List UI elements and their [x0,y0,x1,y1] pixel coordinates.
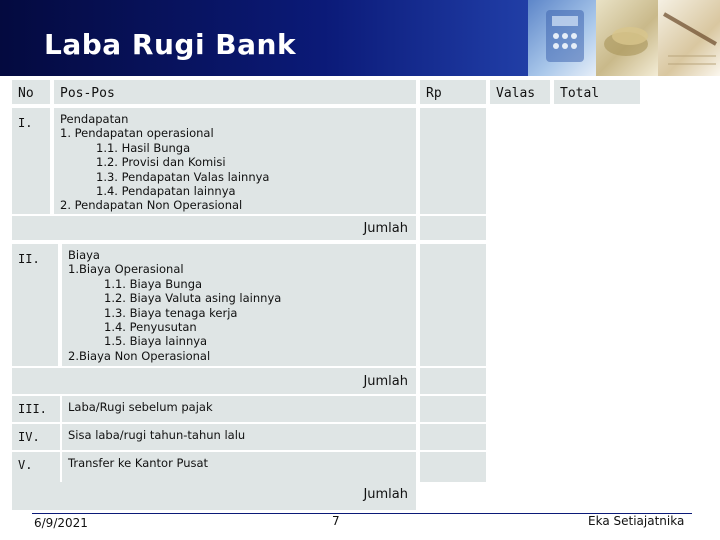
footer-page-number: 7 [332,514,340,528]
footer-date: 6/9/2021 [34,516,88,530]
col-header-rp: Rp [420,80,486,104]
line-item: Pendapatan [60,112,129,126]
rp-cell [420,396,486,422]
col-header-valas: Valas [490,80,550,104]
section-1-items [54,108,416,214]
line-item: Biaya [68,248,100,262]
line-item: 2.Biaya Non Operasional [68,348,211,363]
line-item: 1.3. Pendapatan Valas lainnya [96,169,270,184]
col-header-total: Total [554,80,640,104]
section-1-jumlah: Jumlah [12,216,416,240]
rp-cell [420,108,486,214]
line-item: 2. Pendapatan Non Operasional [60,198,243,213]
line-item: 1. Pendapatan operasional [60,126,214,141]
line-item: 1.5. Biaya lainnya [104,334,208,349]
rp-cell [420,368,486,394]
rp-cell [420,244,486,366]
line-item: 1.4. Pendapatan lainnya [96,184,236,199]
row-4-number: IV. [12,424,60,450]
col-header-pos: Pos-Pos [54,80,416,104]
section-2-number: II. [12,244,58,366]
line-item: 1.1. Biaya Bunga [104,276,203,291]
section-2-jumlah: Jumlah [12,368,416,394]
footer-author: Eka Setiajatnika [588,514,685,528]
section-2-items [62,244,416,366]
line-item: 1.3. Biaya tenaga kerja [104,305,238,320]
line-item: 1.Biaya Operasional [68,262,184,277]
rp-cell [420,216,486,240]
slide-title: Laba Rugi Bank [44,28,297,61]
row-3-label: Laba/Rugi sebelum pajak [62,396,416,422]
line-item: 1.4. Penyusutan [104,320,197,335]
rp-cell [420,424,486,450]
line-item: 1.2. Provisi dan Komisi [96,155,226,170]
col-header-no: No [12,80,50,104]
line-item: 1.1. Hasil Bunga [96,140,191,155]
row-5-label: Transfer ke Kantor Pusat [62,452,416,482]
section-1-number: I. [12,108,50,214]
header-photo-coins [596,0,658,76]
row-5-number: V. [12,452,60,482]
header-photo-calculator [528,0,596,76]
line-item: 1.2. Biaya Valuta asing lainnya [104,291,282,306]
row-3-number: III. [12,396,60,422]
header-photo-pen [658,0,720,76]
row-4-label: Sisa laba/rugi tahun-tahun lalu [62,424,416,450]
slide-header [0,0,720,76]
rp-cell [420,452,486,482]
final-jumlah: Jumlah [12,482,416,510]
